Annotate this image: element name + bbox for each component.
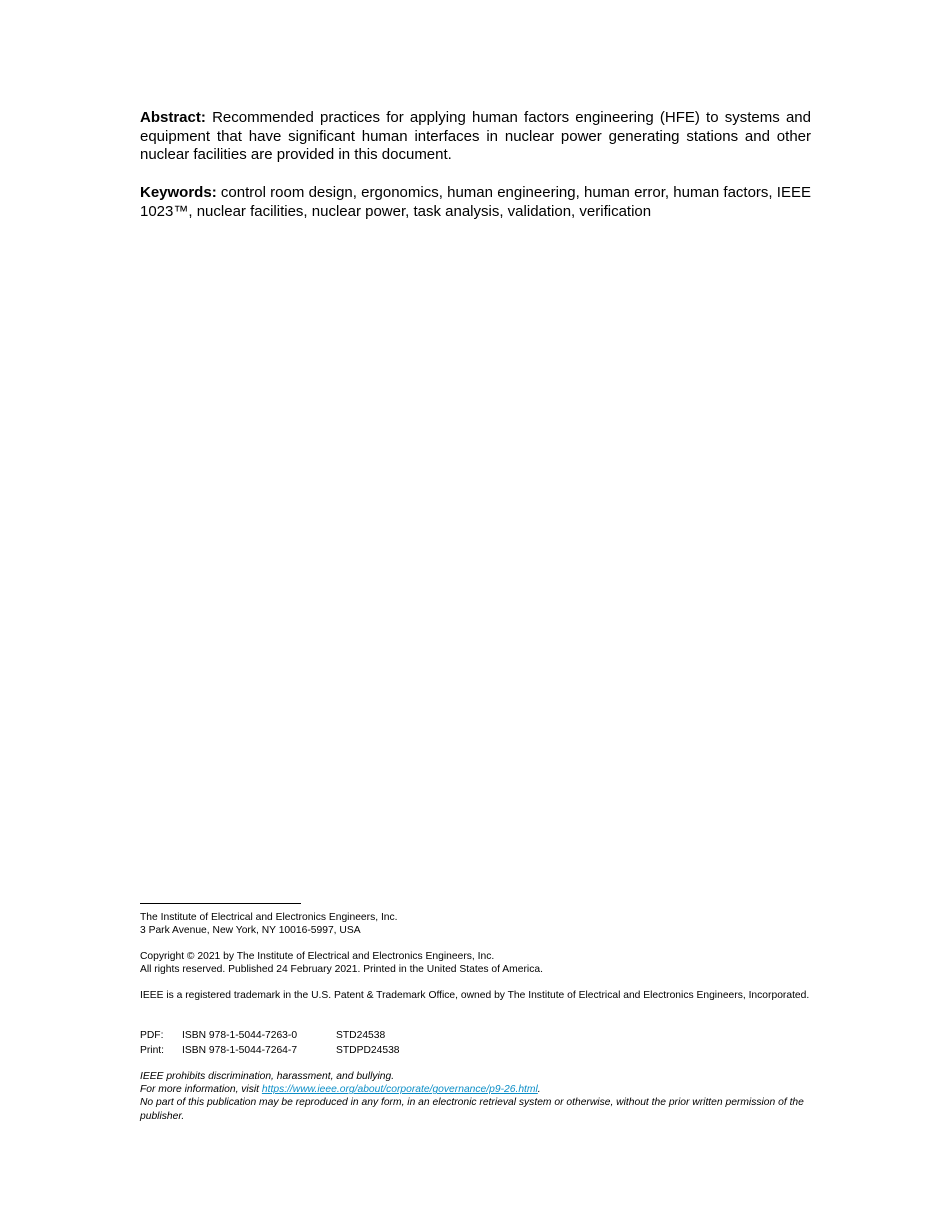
- publisher-name: The Institute of Electrical and Electronics Engineers, Inc.: [140, 912, 398, 923]
- policy-info-suffix: .: [537, 1084, 541, 1096]
- copyright-line: Copyright © 2021 by The Institute of Electrical and Electronics Engineers, Inc.: [140, 951, 495, 962]
- policy-info-prefix: For more information, visit: [140, 1084, 262, 1096]
- copyright-block: [140, 950, 820, 976]
- rights-line: All rights reserved. Published 24 February 2021. Printed in the United States of America.: [140, 964, 543, 976]
- publisher-block: [140, 911, 820, 937]
- isbn-code: STD24538: [336, 1030, 386, 1041]
- isbn-code: STDPD24538: [336, 1045, 400, 1056]
- keywords-label: Keywords:: [140, 184, 217, 201]
- trademark-notice: IEEE is a registered trademark in the U.S. Patent & Trademark Office, owned by The Institute of Electrical and Electronics Engineers, Incorporated.: [140, 990, 810, 1001]
- abstract-label: Abstract:: [140, 109, 206, 126]
- isbn-table: [140, 1028, 820, 1058]
- policy-block: [140, 1070, 820, 1123]
- policy-statement: IEEE prohibits discrimination, harassment, and bullying.: [140, 1071, 395, 1082]
- keywords-paragraph: [140, 184, 811, 221]
- isbn-number: ISBN 978-1-5044-7263-0: [182, 1030, 298, 1041]
- isbn-row-print: [140, 1043, 820, 1058]
- abstract-paragraph: [140, 109, 811, 165]
- policy-link[interactable]: https://www.ieee.org/about/corporate/governance/p9-26.html: [261, 1084, 538, 1096]
- isbn-format: PDF:: [140, 1030, 164, 1041]
- footer-divider: [140, 903, 301, 904]
- isbn-format: Print:: [140, 1045, 165, 1056]
- keywords-text: control room design, ergonomics, human engineering, human error, human factors, IEEE 1023™, nuclear facilities, nuclear power, task analysis, validation, verification: [140, 184, 811, 220]
- policy-info-line: [140, 1083, 820, 1096]
- abstract-text: Recommended practices for applying human factors engineering (HFE) to systems and equipment that have significant human interfaces in nuclear power generating stations and other nuclear facilities are provided in this document.: [140, 109, 811, 163]
- isbn-number: ISBN 978-1-5044-7264-7: [182, 1045, 298, 1056]
- reproduction-notice: No part of this publication may be reproduced in any form, in an electronic retrieval system or otherwise, without the prior written permission of the publisher.: [140, 1097, 804, 1122]
- publisher-address: 3 Park Avenue, New York, NY 10016-5997, USA: [140, 925, 361, 937]
- isbn-row-pdf: [140, 1028, 820, 1043]
